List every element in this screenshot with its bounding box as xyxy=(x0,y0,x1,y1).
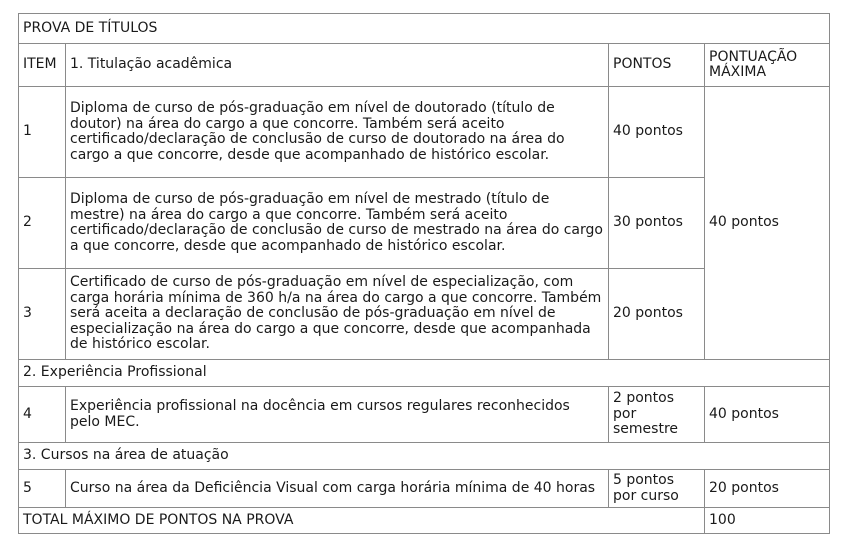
table-row xyxy=(19,470,830,508)
header-item: ITEM xyxy=(19,44,66,87)
section-row xyxy=(19,360,830,387)
table-row xyxy=(19,87,830,178)
row-max: 40 pontos xyxy=(705,87,830,360)
row-points: 20 pontos xyxy=(609,269,705,360)
header-max: PONTUAÇÃO MÁXIMA xyxy=(705,44,830,87)
row-item: 5 xyxy=(19,470,66,508)
section-3-title: 3. Cursos na área de atuação xyxy=(19,443,830,470)
row-description: Certificado de curso de pós-graduação em nível de especialização, com carga horária mínima de 360 h/a na área do cargo a que concorre. Também será aceita a declaração de conclusão de pós-graduação em nível de especialização na área do cargo a que concorre, desde que acompanhada de histórico escolar. xyxy=(66,269,609,360)
row-description: Diploma de curso de pós-graduação em nível de mestrado (título de mestre) na área do cargo a que concorre. Também será aceito certificado/declaração de conclusão de curso de mestrado na área do cargo a que concorre, desde que acompanhado de histórico escolar. xyxy=(66,178,609,269)
section-row xyxy=(19,443,830,470)
header-row xyxy=(19,44,830,87)
row-points: 40 pontos xyxy=(609,87,705,178)
row-description: Diploma de curso de pós-graduação em nível de doutorado (título de doutor) na área do cargo a que concorre. Também será aceito certificado/declaração de conclusão de curso de doutorado na área do cargo a que concorre, desde que acompanhado de histórico escolar. xyxy=(66,87,609,178)
table-title: PROVA DE TÍTULOS xyxy=(19,14,830,44)
row-points: 2 pontos por semestre xyxy=(609,387,705,443)
row-item: 4 xyxy=(19,387,66,443)
row-item: 1 xyxy=(19,87,66,178)
table-title-row xyxy=(19,14,830,44)
header-points: PONTOS xyxy=(609,44,705,87)
total-label: TOTAL MÁXIMO DE PONTOS NA PROVA xyxy=(19,508,705,534)
row-description: Experiência profissional na docência em cursos regulares reconhecidos pelo MEC. xyxy=(66,387,609,443)
row-max: 40 pontos xyxy=(705,387,830,443)
section-2-title: 2. Experiência Profissional xyxy=(19,360,830,387)
table-row xyxy=(19,387,830,443)
row-points: 30 pontos xyxy=(609,178,705,269)
total-value: 100 xyxy=(705,508,830,534)
row-item: 2 xyxy=(19,178,66,269)
row-item: 3 xyxy=(19,269,66,360)
titles-table xyxy=(18,13,830,534)
header-section-1: 1. Titulação acadêmica xyxy=(66,44,609,87)
total-row xyxy=(19,508,830,534)
row-points: 5 pontos por curso xyxy=(609,470,705,508)
row-max: 20 pontos xyxy=(705,470,830,508)
row-description: Curso na área da Deficiência Visual com carga horária mínima de 40 horas xyxy=(66,470,609,508)
